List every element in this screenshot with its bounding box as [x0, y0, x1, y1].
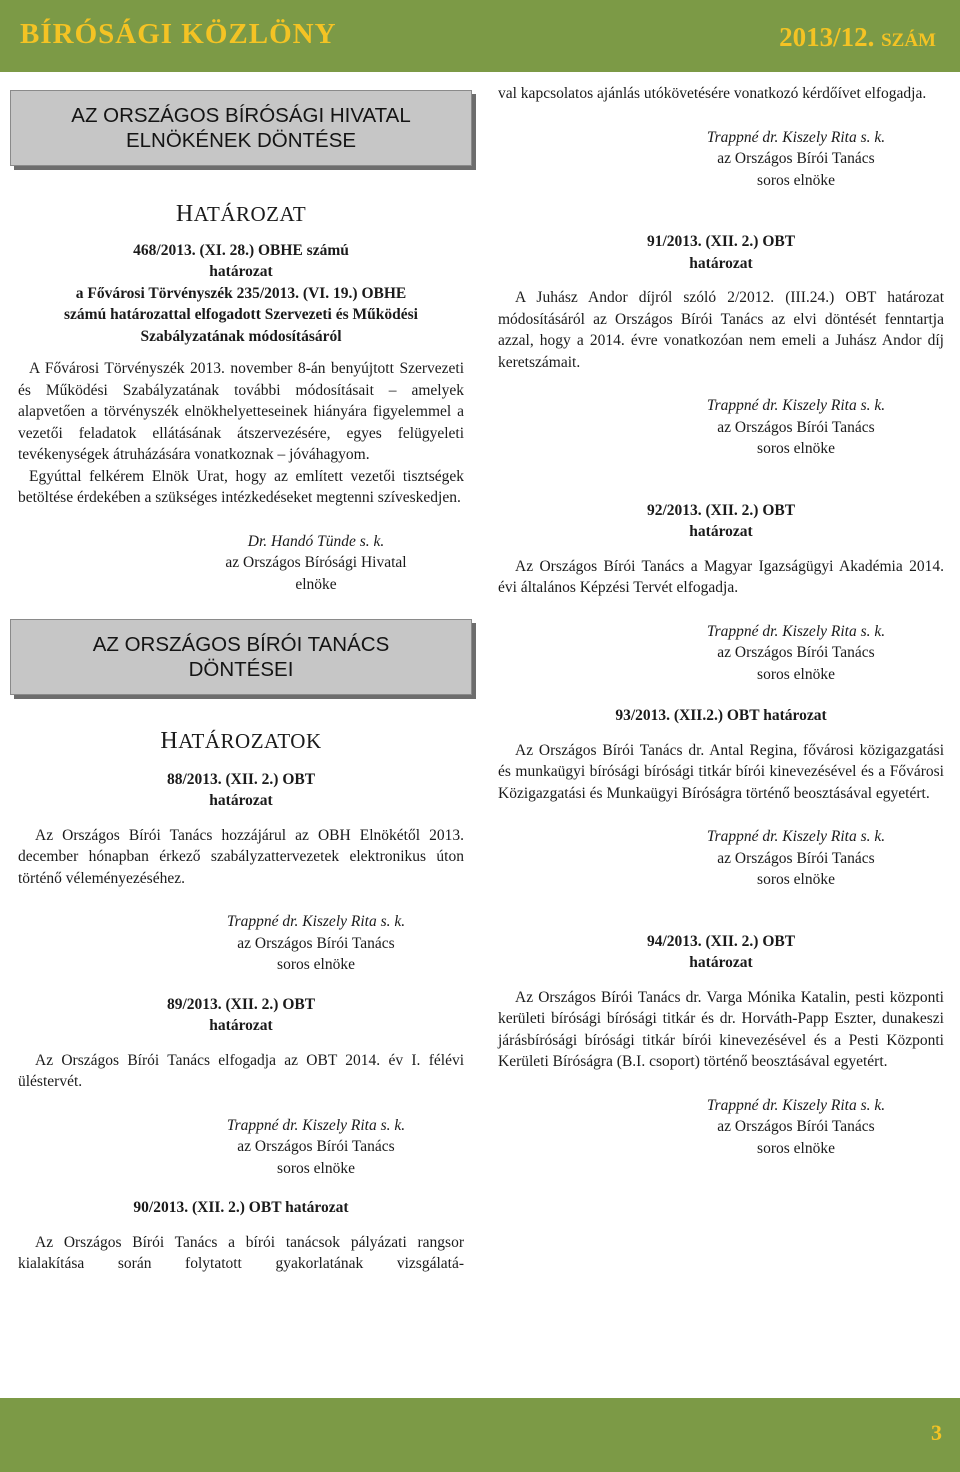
decision-body: Az Országos Bírói Tanács elfogadja az OBT 2014. év I. félévi üléstervét. — [18, 1051, 464, 1090]
continued-text: val kapcsolatos ajánlás utókövetésére vonatkozó kérdőívet elfogadja. — [498, 85, 927, 102]
decision-number: 93/2013. (XII.2.) OBT határozat — [615, 707, 827, 724]
signature: Trappné dr. Kiszely Rita s. k. az Országos Bírói Tanács soros elnöke — [706, 622, 886, 683]
signature: Trappné dr. Kiszely Rita s. k. az Országos Bírói Tanács soros elnöke — [226, 913, 406, 973]
signature: Trappné dr. Kiszely Rita s. k. az Országos Bírói Tanács soros elnöke — [226, 1116, 406, 1177]
decision-body: Egyúttal felkérem Elnök Urat, hogy az említett vezetői tisztségek betöltése érdekében a szükséges intézkedéseket megtenni szíveskedjen. — [18, 467, 464, 506]
page-number: 3 — [931, 1420, 942, 1445]
decision-type: határozat — [209, 263, 273, 280]
journal-title: BÍRÓSÁGI KÖZLÖNY — [20, 18, 337, 50]
signature: Trappné dr. Kiszely Rita s. k. az Országos Bírói Tanács soros elnöke — [706, 128, 886, 189]
issue-number: 2013/12. SZÁM — [779, 22, 936, 52]
decision-type: határozat — [209, 792, 273, 809]
decision-body: Az Országos Bírói Tanács a bírói tanácsok pályázati rangsor kialakítása során folytatott gyakorlatának vizsgálatá- — [18, 1233, 464, 1272]
obt-decisions-box: AZ ORSZÁGOS BÍRÓI TANÁCS DÖNTÉSEI — [10, 619, 472, 695]
decision-body: Az Országos Bírói Tanács dr. Antal Regina, fővárosi közigazgatási és munkaügyi bírósági bírósági titkár bírói kinevezésével és a Fővárosi Közigazgatási és Munkaügyi Bíróságra történő beosztásával egyetért. — [498, 741, 944, 802]
decision-number: 91/2013. (XII. 2.) OBT — [646, 233, 796, 250]
decision-type: határozat — [209, 1017, 273, 1034]
decision-number: 89/2013. (XII. 2.) OBT — [166, 995, 316, 1013]
left-column — [18, 80, 464, 1275]
obh-decision-box: AZ ORSZÁGOS BÍRÓSÁGI HIVATAL ELNÖKÉNEK DÖNTÉSE — [10, 90, 472, 166]
decision-number: 88/2013. (XII. 2.) OBT — [166, 770, 316, 788]
decision-body: A Fővárosi Törvényszék 2013. november 8-án benyújtott Szervezeti és Működési Szabályzatának további módosításait – amelyek alapvetően a törvényszék elnökhelyetteseinek hiányára figyelemmel a vezetői feladatok ellátásának átszervezésére, egyes felügyeleti tevékenységek átruházására vonatkoznak – jóváhagyom. — [18, 360, 464, 463]
decision-body: A Juhász Andor díjról szóló 2/2012. (III.24.) OBT határozat módosításáról az Országos Bírói Tanács az elvi döntését fenntartja azzal, hogy a 2014. évre vonatkozóan nem emeli a Juhász Andor díj keretszámait. — [498, 289, 944, 371]
page-footer — [0, 1398, 960, 1472]
signature: Dr. Handó Tünde s. k. az Országos Bírósági Hivatal elnöke — [225, 532, 407, 593]
decision-subtitle: a Fővárosi Törvényszék 235/2013. (VI. 19.) OBHE számú határozattal elfogadott Szervezeti és Működési Szabályzatának módosításáról — [64, 284, 418, 345]
decision-type: határozat — [689, 954, 753, 971]
signature: Trappné dr. Kiszely Rita s. k. az Országos Bírói Tanács soros elnöke — [706, 397, 886, 457]
decision-type: határozat — [689, 523, 753, 540]
hatarozatok-heading: HATÁROZATOK — [160, 728, 322, 754]
decision-number: 90/2013. (XII. 2.) OBT határozat — [133, 1199, 349, 1216]
decision-body: Az Országos Bírói Tanács hozzájárul az OBH Elnökétől 2013. december hónapban érkező szabályzattervezetek elektronikus úton történő véleményezéséhez. — [18, 826, 464, 887]
decision-body: Az Országos Bírói Tanács a Magyar Igazságügyi Akadémia 2014. évi általános Képzési Tervét elfogadja. — [498, 557, 944, 596]
decision-body: Az Országos Bírói Tanács dr. Varga Mónika Katalin, pesti központi kerületi bírósági bírósági titkár és dr. Horváth-Papp Eszter, dunakeszi járásbírósági bírósági titkár bírói kinevezésével és a Pesti Központi Kerületi Bíróságra (B.I. csoport) történő beosztásával egyetért. — [498, 988, 944, 1070]
decision-number: 468/2013. (XI. 28.) OBHE számú — [133, 241, 349, 259]
decision-number: 92/2013. (XII. 2.) OBT — [646, 501, 796, 519]
decision-type: határozat — [689, 254, 753, 272]
signature: Trappné dr. Kiszely Rita s. k. az Országos Bírói Tanács soros elnöke — [706, 1096, 886, 1157]
journal-header — [0, 0, 960, 72]
hatarozat-heading: HATÁROZAT — [175, 201, 307, 227]
signature: Trappné dr. Kiszely Rita s. k. az Országos Bírói Tanács soros elnöke — [706, 828, 886, 888]
issue-suffix: SZÁM — [881, 30, 936, 51]
decision-number: 94/2013. (XII. 2.) OBT — [646, 932, 796, 950]
right-column — [498, 80, 944, 1159]
